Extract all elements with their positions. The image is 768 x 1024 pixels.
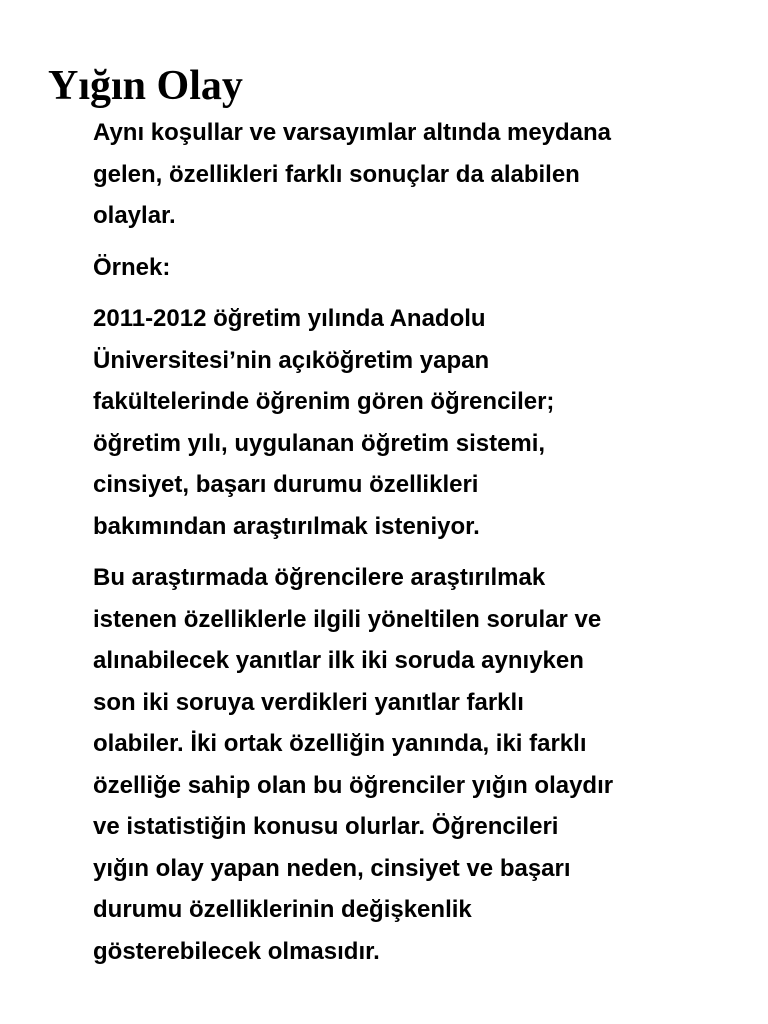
text-line: alınabilecek yanıtlar ilk iki soruda aynıyken — [93, 647, 584, 674]
text-line: özelliğe sahip olan bu öğrenciler yığın olaydır — [93, 771, 614, 799]
text-line: gösterebilecek olmasıdır. — [93, 937, 380, 965]
example-paragraph — [93, 298, 743, 547]
example-heading — [93, 247, 743, 289]
text-line: olaylar. — [93, 202, 176, 229]
text-line: ve istatistiğin konusu olurlar. Öğrencileri — [93, 813, 559, 840]
definition-paragraph — [93, 112, 743, 237]
text-line: Aynı koşullar ve varsayımlar altında meydana — [93, 119, 612, 146]
text-line: gelen, özellikleri farklı sonuçlar da alabilen — [93, 160, 580, 188]
text-line: olabiler. İki ortak özelliğin yanında, iki farklı — [93, 730, 587, 757]
explanation-paragraph — [93, 557, 743, 972]
text-line: Üniversitesi’nin açıköğretim yapan — [93, 346, 490, 374]
text-line: Bu araştırmada öğrencilere araştırılmak — [93, 564, 546, 591]
text-line: Örnek: — [93, 253, 171, 281]
text-line: istenen özelliklerle ilgili yöneltilen sorular ve — [93, 605, 602, 633]
text-line: cinsiyet, başarı durumu özellikleri — [93, 471, 479, 498]
text-line: 2011-2012 öğretim yılında Anadolu — [93, 305, 486, 332]
text-line: öğretim yılı, uygulanan öğretim sistemi, — [93, 429, 546, 457]
text-line: durumu özelliklerinin değişkenlik — [93, 896, 472, 923]
text-line: yığın olay yapan neden, cinsiyet ve başarı — [93, 854, 571, 882]
page-title: Yığın Olay — [48, 63, 243, 109]
body-text — [93, 112, 743, 982]
text-line: fakültelerinde öğrenim gören öğrenciler; — [93, 388, 555, 415]
text-line: bakımından araştırılmak isteniyor. — [93, 512, 480, 540]
text-line: son iki soruya verdikleri yanıtlar farklı — [93, 688, 524, 716]
